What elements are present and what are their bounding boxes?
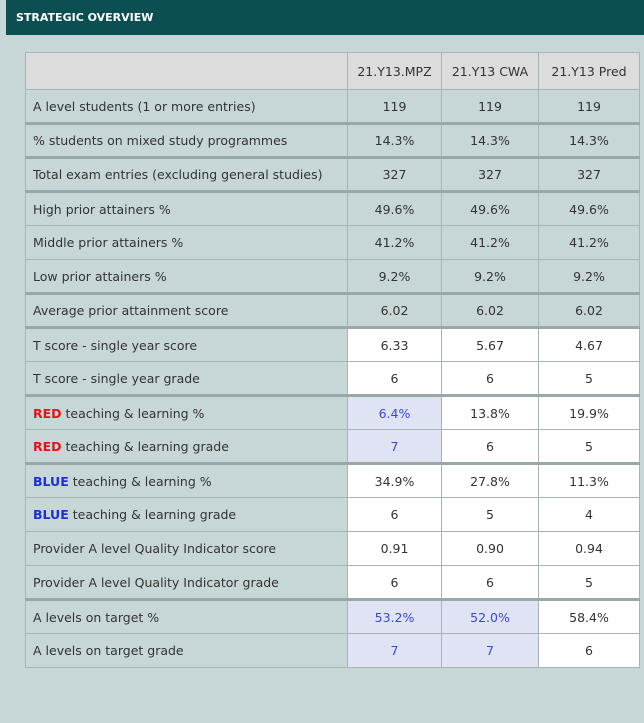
- table-row: [26, 192, 640, 226]
- row-label: Total exam entries (excluding general studies): [26, 158, 348, 192]
- cell-value: 0.91: [348, 532, 442, 566]
- table-row: [26, 90, 640, 124]
- cell-value: 19.9%: [539, 396, 640, 430]
- cell-value: 5.67: [442, 328, 539, 362]
- cell-value: 5: [539, 566, 640, 600]
- cell-value: 327: [348, 158, 442, 192]
- table-row: [26, 362, 640, 396]
- table-row: [26, 158, 640, 192]
- column-header: 21.Y13 CWA: [442, 53, 539, 90]
- row-label-text: teaching & learning %: [61, 405, 205, 421]
- blue-prefix: BLUE: [33, 507, 69, 522]
- blue-prefix: BLUE: [33, 473, 69, 489]
- cell-value: 11.3%: [539, 464, 640, 498]
- row-label: A levels on target grade: [26, 634, 348, 668]
- cell-value: 9.2%: [348, 260, 442, 294]
- cell-value: 49.6%: [539, 192, 640, 226]
- cell-value: 119: [348, 90, 442, 124]
- cell-value: 119: [442, 90, 539, 124]
- cell-value: 9.2%: [442, 260, 539, 294]
- cell-value: 6: [348, 498, 442, 532]
- table-row: [26, 464, 640, 498]
- cell-value: 41.2%: [539, 226, 640, 260]
- cell-value: 13.8%: [442, 396, 539, 430]
- table-row: [26, 328, 640, 362]
- cell-value: 52.0%: [442, 600, 539, 634]
- table-row: [26, 532, 640, 566]
- row-label: T score - single year score: [26, 328, 348, 362]
- column-header: 21.Y13 Pred: [539, 53, 640, 90]
- cell-value: 49.6%: [442, 192, 539, 226]
- table-row: [26, 600, 640, 634]
- table-row: [26, 124, 640, 158]
- table-row: [26, 566, 640, 600]
- row-label: [26, 430, 348, 464]
- cell-value: 9.2%: [539, 260, 640, 294]
- cell-value: 27.8%: [442, 464, 539, 498]
- cell-value: 6: [539, 634, 640, 668]
- cell-value: 6: [348, 566, 442, 600]
- cell-value: 6: [442, 362, 539, 396]
- cell-value: 327: [539, 158, 640, 192]
- cell-value: 4.67: [539, 328, 640, 362]
- cell-value: 6: [442, 430, 539, 464]
- row-label: A level students (1 or more entries): [26, 90, 348, 124]
- cell-value: 6.02: [348, 294, 442, 328]
- table-row: [26, 498, 640, 532]
- cell-value: 41.2%: [442, 226, 539, 260]
- row-label: High prior attainers %: [26, 192, 348, 226]
- table-row: [26, 396, 640, 430]
- cell-value: 14.3%: [348, 124, 442, 158]
- cell-value: 7: [442, 634, 539, 668]
- row-label: Middle prior attainers %: [26, 226, 348, 260]
- strategic-overview-panel: [6, 0, 644, 723]
- cell-value: 4: [539, 498, 640, 532]
- cell-value: 119: [539, 90, 640, 124]
- table-row: [26, 260, 640, 294]
- row-label: Average prior attainment score: [26, 294, 348, 328]
- table-row: [26, 430, 640, 464]
- red-prefix: RED: [33, 405, 62, 421]
- cell-value: 327: [442, 158, 539, 192]
- row-label: Low prior attainers %: [26, 260, 348, 294]
- red-prefix: RED: [33, 438, 62, 454]
- cell-value: 6.02: [442, 294, 539, 328]
- row-label: [26, 464, 348, 498]
- cell-value: 7: [348, 634, 442, 668]
- table-header-row: [26, 53, 640, 90]
- table-row: [26, 226, 640, 260]
- row-label-text: teaching & learning grade: [61, 438, 229, 454]
- header-corner: [26, 53, 348, 90]
- cell-value: 53.2%: [348, 600, 442, 634]
- cell-value: 34.9%: [348, 464, 442, 498]
- cell-value: 7: [348, 430, 442, 464]
- row-label: A levels on target %: [26, 600, 348, 634]
- cell-value: 5: [442, 498, 539, 532]
- table-row: [26, 634, 640, 668]
- cell-value: 41.2%: [348, 226, 442, 260]
- row-label: T score - single year grade: [26, 362, 348, 396]
- cell-value: 6: [348, 362, 442, 396]
- row-label-text: teaching & learning grade: [68, 507, 237, 522]
- row-label: % students on mixed study programmes: [26, 124, 348, 158]
- cell-value: 6.4%: [348, 396, 442, 430]
- cell-value: 14.3%: [539, 124, 640, 158]
- row-label: Provider A level Quality Indicator grade: [26, 566, 348, 600]
- cell-value: 0.94: [539, 532, 640, 566]
- row-label: [26, 498, 348, 532]
- cell-value: 6: [442, 566, 539, 600]
- table-row: [26, 294, 640, 328]
- cell-value: 5: [539, 362, 640, 396]
- overview-table: [25, 52, 640, 668]
- column-header: 21.Y13.MPZ: [348, 53, 442, 90]
- row-label: [26, 396, 348, 430]
- row-label-text: teaching & learning %: [68, 473, 212, 489]
- row-label: Provider A level Quality Indicator score: [26, 532, 348, 566]
- cell-value: 0.90: [442, 532, 539, 566]
- cell-value: 58.4%: [539, 600, 640, 634]
- cell-value: 5: [539, 430, 640, 464]
- panel-title: STRATEGIC OVERVIEW: [6, 0, 644, 35]
- cell-value: 49.6%: [348, 192, 442, 226]
- cell-value: 6.02: [539, 294, 640, 328]
- cell-value: 6.33: [348, 328, 442, 362]
- cell-value: 14.3%: [442, 124, 539, 158]
